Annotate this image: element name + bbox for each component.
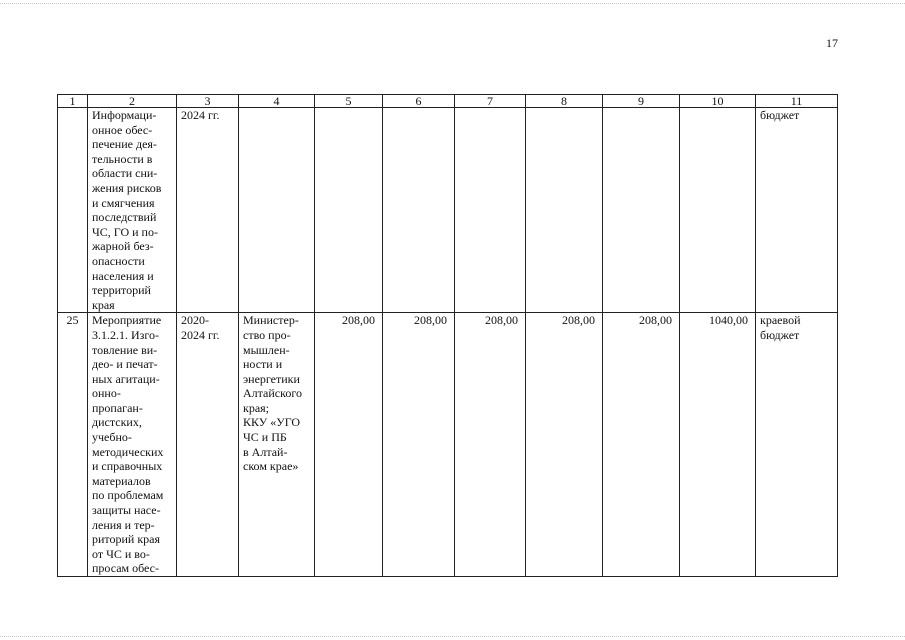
cell-value bbox=[383, 108, 455, 313]
cell-value bbox=[526, 108, 603, 313]
cell-value bbox=[455, 108, 526, 313]
column-header: 4 bbox=[239, 95, 315, 108]
cell-number: 25 bbox=[58, 313, 88, 577]
cell-value: 208,00 bbox=[603, 313, 680, 577]
column-header: 10 bbox=[680, 95, 756, 108]
cell-period: 2020- 2024 гг. bbox=[177, 313, 239, 577]
cell-activity-name: Мероприятие 3.1.2.1. Изго- товление ви- део- и печат- ных агитаци- онно- пропаган- дистских, учебно- методических и справочных материалов по проблемам защиты насе- ления и тер- риторий края от ЧС и во- просам обес- bbox=[88, 313, 177, 577]
cell-funding-source: бюджет bbox=[756, 108, 838, 313]
cell-executor bbox=[239, 108, 315, 313]
cell-executor: Министер- ство про- мышлен- ности и энергетики Алтайского края; ККУ «УГО ЧС и ПБ в Алтай- ском крае» bbox=[239, 313, 315, 577]
column-header: 2 bbox=[88, 95, 177, 108]
table-row bbox=[58, 108, 838, 313]
page-number: 17 bbox=[826, 36, 838, 50]
cell-total bbox=[680, 108, 756, 313]
column-header: 9 bbox=[603, 95, 680, 108]
column-header: 3 bbox=[177, 95, 239, 108]
column-header: 8 bbox=[526, 95, 603, 108]
cell-number bbox=[58, 108, 88, 313]
table-header-row bbox=[58, 95, 838, 108]
scan-artifact-top bbox=[0, 3, 905, 4]
cell-funding-source: краевой бюджет bbox=[756, 313, 838, 577]
cell-activity-name: Информаци- онное обес- печение дея- тельности в области сни- жения рисков и смягчения последствий ЧС, ГО и по- жарной без- опасности населения и территорий края bbox=[88, 108, 177, 313]
column-header: 11 bbox=[756, 95, 838, 108]
scan-artifact-bottom bbox=[0, 636, 905, 637]
cell-value: 208,00 bbox=[526, 313, 603, 577]
column-header: 1 bbox=[58, 95, 88, 108]
cell-value: 208,00 bbox=[383, 313, 455, 577]
table-row bbox=[58, 313, 838, 577]
budget-table bbox=[57, 94, 838, 577]
cell-value: 208,00 bbox=[455, 313, 526, 577]
cell-value bbox=[315, 108, 383, 313]
column-header: 7 bbox=[455, 95, 526, 108]
cell-total: 1040,00 bbox=[680, 313, 756, 577]
cell-value bbox=[603, 108, 680, 313]
column-header: 6 bbox=[383, 95, 455, 108]
cell-value: 208,00 bbox=[315, 313, 383, 577]
column-header: 5 bbox=[315, 95, 383, 108]
cell-period: 2024 гг. bbox=[177, 108, 239, 313]
